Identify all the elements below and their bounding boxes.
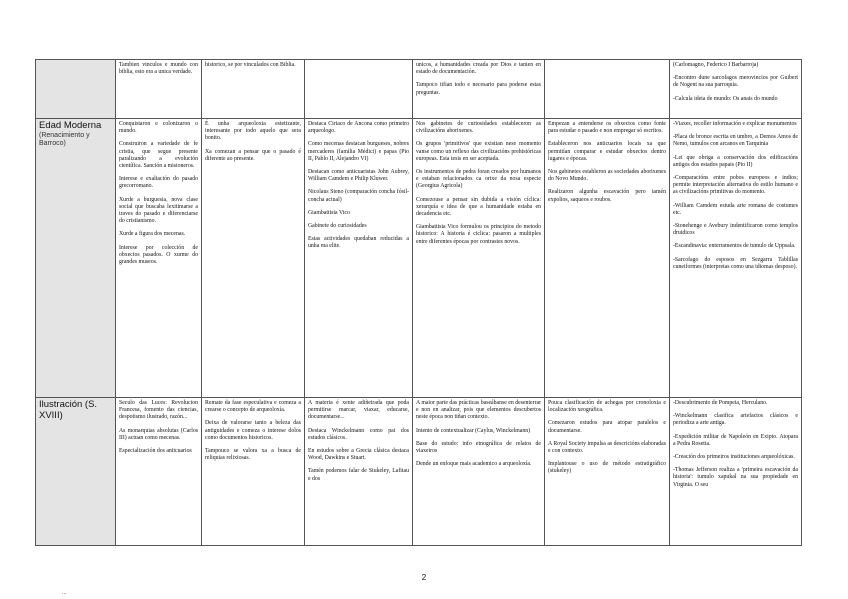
period-title: Edad Moderna: [39, 120, 102, 131]
cell-paragraph: Os grupos 'primitivos' que existian nese momento vanse como un reflexo das civilizacións prehistóricas europeas. Esta tesis en ser aceptada.: [416, 141, 541, 162]
period-subtitle: (Renacimiento y Barroco): [39, 131, 90, 147]
cell-paragraph: -Stonehenge e Avebury indentificaron como templos druidicos: [673, 223, 798, 237]
cell-paragraph: -Viaxes, recoller información e explicar monumentos: [673, 121, 797, 127]
cell-paragraph: En estudos sobre a Grecia clásica destaca Wood, Dawkins e Stuart.: [308, 448, 409, 462]
table-cell: [202, 60, 305, 119]
cell-paragraph: -Thomas Jefferson realiza a 'primeira escavación da historia': tumulo xapukal na sua propiedade en Virginia. O seu: [673, 467, 798, 488]
cell-paragraph: A Royal Society impulsa as descricións elaboradas e con contexto.: [548, 440, 666, 455]
cell-paragraph: Tampoco tifian todo e necesario para poderse estas preguntas.: [416, 82, 541, 96]
cell-paragraph: Estableceron nos anticuarios locais xa que permitían comparar e estudar obxectos dentro lugares e épocas.: [548, 141, 666, 162]
table-cell: [413, 119, 545, 398]
table-cell: [116, 60, 202, 119]
cell-paragraph: -Comparacións entre pobos europeos e indios; permite interpretación alternativa do estilo humano e as civilizacións primitivas do momento.: [673, 175, 798, 196]
cell-paragraph: As monarquias absolutas (Carlos III) actuan como mecenas.: [119, 427, 198, 441]
table-cell: [413, 398, 545, 546]
period-label-cell: [36, 60, 116, 119]
history-archaeology-table: [35, 59, 802, 546]
table-cell: [116, 398, 202, 546]
cell-paragraph: É unha arqueoloxia estetizante, interesante por todo aquelo que sera bonito.: [205, 121, 301, 142]
cell-paragraph: Implantouse o uso de método estratigráfico (stukeley): [548, 461, 666, 475]
table-cell: [305, 60, 413, 119]
cell-paragraph: Tamén podemos falar de Stukeley, Lafitau e dos: [308, 468, 409, 482]
table-cell: [545, 398, 670, 546]
cell-paragraph: Realizaron algunha escavación pero tamén expolios, saqueos e roubos.: [548, 189, 666, 203]
cell-paragraph: Os instrumentos de pedra foran creados por humanos e estaban relacionados ca orixe da nosa especie (Georgius Agricola): [416, 169, 541, 190]
cell-paragraph: Remate da fase especulativa e comeza a crearse o concepto de arqueoloxía.: [205, 400, 301, 414]
table-cell: [670, 119, 802, 398]
cell-paragraph: -Expedición militar de Napoleón en Exipto. Atopara a Pedra Rosetta.: [673, 433, 798, 447]
cell-paragraph: -Descubrimento de Pompeia, Herculano.: [673, 400, 768, 406]
cell-paragraph: Especialización dos anticuarios: [119, 448, 192, 455]
cell-paragraph: Tampouco se valora xa a busca de reliquias relixiosas.: [205, 448, 301, 462]
table-cell: [413, 60, 545, 119]
table-cell: [670, 60, 802, 119]
period-label-cell: [36, 119, 116, 398]
table-row: [36, 119, 802, 398]
table-cell: [670, 398, 802, 546]
cell-paragraph: -Calcula ideia de mundo: Os anais do mundo: [673, 95, 778, 102]
table-cell: [305, 119, 413, 398]
cell-paragraph: Interese por colección de obxectos pasados. O xurme do grandes museos.: [119, 244, 198, 266]
cell-paragraph: Destaca Winckelmann como pai dos estudos clásicos.: [308, 427, 409, 441]
cell-paragraph: Gabinete do curiosidades: [308, 223, 367, 230]
cell-paragraph: Pouca clasificación de achegas por cronoloxia e localización xeográfica.: [548, 400, 666, 414]
table-cell: [545, 60, 670, 119]
table-row: [36, 398, 802, 546]
cell-paragraph: Comezaron estudos para atopar paralelos e documentarse.: [548, 420, 666, 434]
page-number: 2: [421, 573, 427, 582]
cell-paragraph: -Winckelmann clasifica artefactos clásicos e periodiza a arte antiga.: [673, 413, 798, 427]
footer-mark: ...: [62, 590, 67, 596]
cell-paragraph: -Placa de bronce escrita en umbro, a Demos Amos de Nemo, tumulos con arcanos en Tarquinia: [673, 134, 798, 148]
cell-paragraph: -Creación dos primeiros instituciones arqueolóxicas.: [673, 454, 795, 461]
cell-paragraph: Intento de contextualizar (Caylus, Winckelmann): [416, 427, 531, 434]
cell-paragraph: Estas actividades quedaban reducidas a unha ma elite.: [308, 236, 409, 250]
cell-paragraph: Deixa de valorarse tanto a beleza das antiguidades e comeza o interese dolos como documentos historicos.: [205, 420, 301, 441]
cell-paragraph: historico, se por vinculados con Biblia.: [205, 62, 296, 68]
cell-paragraph: Giambattista Vico: [308, 209, 350, 216]
cell-paragraph: Interese e exaltación do pasado grecorromano.: [119, 176, 198, 190]
cell-paragraph: Base do estudo: info etnográfica de relatos de viaxeiros: [416, 440, 541, 455]
cell-paragraph: Nos gabinetes estableron as sociedades aborixenes do Novo Mundo.: [548, 169, 666, 183]
table-cell: [545, 119, 670, 398]
cell-paragraph: Seculo das Luces: Revolucion Francesa, fomento das ciencias, despotismo ilustrado, razón...: [119, 400, 198, 421]
cell-paragraph: -Escandinavia: enterramentos de tumulo de Uppsala.: [673, 243, 796, 250]
cell-paragraph: Destaca Ciriaco de Ancona como primeiro arqueologo.: [308, 121, 409, 135]
table-cell: [202, 119, 305, 398]
cell-paragraph: Xa comezan a pensar que o pasado é diferente ao presente.: [205, 148, 301, 162]
cell-paragraph: Nicolaus Steno (comparación concha fósil-concha actual): [308, 189, 409, 203]
table-cell: [305, 398, 413, 546]
cell-paragraph: Empezan a entenderse os obxectos como fonte para estudar o pasado e non empregar só escritos.: [548, 121, 666, 135]
cell-paragraph: unicos, a humanidades creada por Dios e tanien en estado de documentación.: [416, 62, 541, 76]
cell-paragraph: Tambien vinculos e mundo con biblia, esto era a unica verdade.: [119, 62, 198, 76]
cell-paragraph: A materia é xente adiñeirada que poda permitirse marcar, viaxar, educarse, documentarse...: [308, 400, 409, 421]
table-row: [36, 60, 802, 119]
cell-paragraph: Xurde a burguesia, nova clase social que buscaba lexitimarse a traves do pasado e diferenciarse do cristianismo.: [119, 196, 198, 225]
period-title: Ilustración (S. XVIII): [39, 399, 98, 421]
table-cell: [202, 398, 305, 546]
cell-paragraph: Construiron a variedade de fe cristia, que segue presente paralizando a evolución científica. Sanción a misioneros.: [119, 141, 198, 170]
cell-paragraph: -Lei que obriga a conservación dos edificacións antigos dos estados papais (Pio II): [673, 154, 798, 168]
cell-paragraph: Conquistaron e colonizaron o mundo.: [119, 121, 198, 135]
cell-paragraph: -Sarcofago do esposos en Sezgarra Tablillas cuneiformes (interpretas como una idiomas desposo).: [673, 256, 798, 270]
cell-paragraph: A maior parte das prácticas baseábanse en desenterrar e non en analizar, pois que elementos descubertos neste época non tiñan contexto.: [416, 400, 541, 421]
cell-paragraph: Nos gabinetes de curiosidades estableceron as civilizacións aborixenes.: [416, 121, 541, 135]
cell-paragraph: Dende un enfoque mais academico a arqueoloxía.: [416, 461, 532, 468]
table-cell: [116, 119, 202, 398]
cell-paragraph: -William Camdem estuda arte romana de costumes etc.: [673, 202, 798, 216]
cell-paragraph: Comezouse a pensar sin dubida a visión cíclica: xerarquía e idea de que a humanidade estaba en decadencia etc.: [416, 196, 541, 218]
period-label-cell: [36, 398, 116, 546]
cell-paragraph: Xurde a figura dos mecenas.: [119, 231, 186, 238]
cell-paragraph: -Encontro dune sarcofagos merovincios por Guibert de Nogent na sua parroquia.: [673, 75, 798, 89]
cell-paragraph: Como mecenas destacan burgueses, nobres mercaderes (familia Médici) e papas (Pio II, Pablo II, Alejandro VI): [308, 141, 409, 162]
cell-paragraph: Destacan como anticuaristas John Aubrey, William Camdem e Philip Kluwer.: [308, 169, 409, 183]
cell-paragraph: Giambattista Vico formulou os principios do metodo historico: A historia é ciclica: pasaron a multiples entre diferentes épocas por contrastes novos.: [416, 224, 541, 245]
cell-paragraph: (Carlomagno, Federico I Barbarroja): [673, 62, 759, 68]
